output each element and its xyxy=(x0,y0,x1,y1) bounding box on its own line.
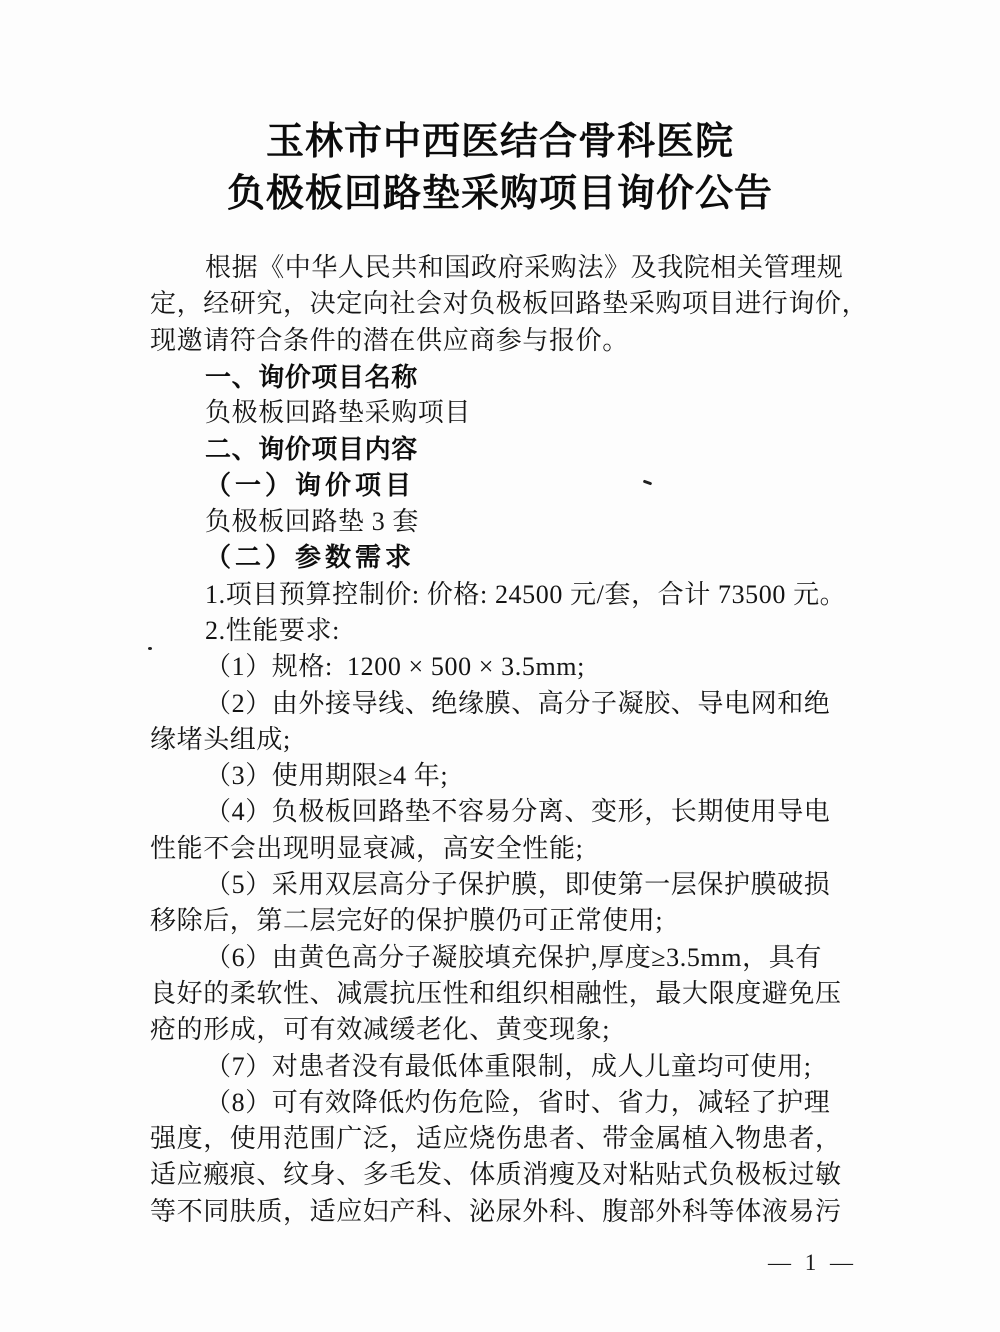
text-line: 一、询价项目名称 xyxy=(205,361,418,392)
text-line: 性能不会出现明显衰减，高安全性能; xyxy=(150,833,584,863)
text-line: 良好的柔软性、减震抗压性和组织相融性，最大限度避免压 xyxy=(150,978,842,1008)
text-line: （5）采用双层高分子保护膜，即使第一层保护膜破损 xyxy=(205,870,831,900)
text-line: （3）使用期限≥4 年; xyxy=(205,761,449,791)
text-line: 定，经研究，决定向社会对负极板回路垫采购项目进行询价， xyxy=(150,289,869,319)
text-line: （6）由黄色高分子凝胶填充保护,厚度≥3.5mm，具有 xyxy=(205,942,822,972)
scan-speck xyxy=(148,647,152,650)
text-line: （4）负极板回路垫不容易分离、变形，长期使用导电 xyxy=(205,797,831,827)
title-line-2: 负极板回路垫采购项目询价公告 xyxy=(226,173,773,215)
text-line: 缘堵头组成; xyxy=(150,724,291,754)
text-line: 1.项目预算控制价: 价格: 24500 元/套，合计 73500 元。 xyxy=(205,579,847,609)
text-line: 现邀请符合条件的潜在供应商参与报价。 xyxy=(150,325,629,355)
title-line-1: 玉林市中西医结合骨科医院 xyxy=(265,121,734,163)
text-line: （一）询价项目 xyxy=(205,470,416,500)
text-line: （7）对患者没有最低体重限制，成人儿童均可使用; xyxy=(205,1051,812,1081)
text-line: （二）参数需求 xyxy=(205,543,416,573)
document-body xyxy=(150,250,910,1230)
text-line: 二、询价项目内容 xyxy=(205,434,418,465)
document-title xyxy=(0,116,1000,220)
text-line: 移除后，第二层完好的保护膜仍可正常使用; xyxy=(150,906,664,936)
text-line: 根据《中华人民共和国政府采购法》及我院相关管理规 xyxy=(205,253,844,282)
text-line: 2.性能要求: xyxy=(205,615,340,645)
text-line: 强度，使用范围广泛，适应烧伤患者、带金属植入物患者， xyxy=(150,1124,842,1154)
text-line: （2）由外接导线、绝缘膜、高分子凝胶、导电网和绝 xyxy=(205,688,831,718)
page-number: — 1 — xyxy=(768,1250,857,1275)
text-line: 适应瘢痕、纹身、多毛发、体质消瘦及对粘贴式负极板过敏 xyxy=(150,1160,842,1190)
text-line: 负极板回路垫采购项目 xyxy=(205,398,472,428)
text-line: 疮的形成，可有效减缓老化、黄变现象; xyxy=(150,1015,611,1045)
text-line: （8）可有效降低灼伤危险，省时、省力，减轻了护理 xyxy=(205,1087,831,1117)
text-line: （1）规格: 1200 × 500 × 3.5mm; xyxy=(205,652,585,682)
text-line: 负极板回路垫 3 套 xyxy=(205,507,420,537)
text-line: 等不同肤质，适应妇产科、泌尿外科、腹部外科等体液易污 xyxy=(150,1196,842,1226)
